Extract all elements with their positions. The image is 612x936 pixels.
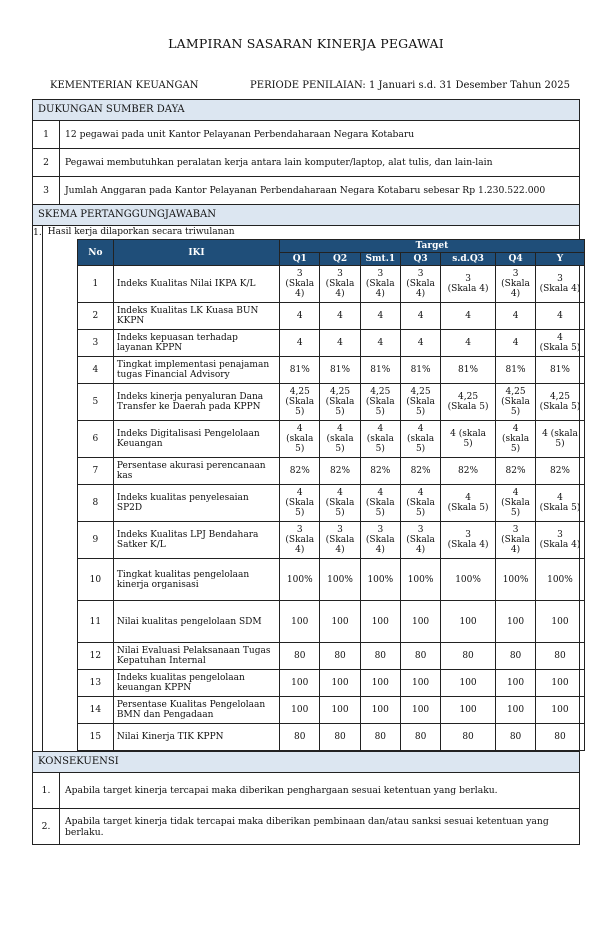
target-cell: 4	[536, 303, 585, 330]
table-row	[77, 357, 584, 384]
target-cell: 100	[441, 601, 496, 643]
header-col-sdq3: s.d.Q3	[441, 253, 496, 266]
dukungan-text: Pegawai membutuhkan peralatan kerja antara lain komputer/laptop, alat tulis, dan lain-lain	[65, 157, 493, 168]
row-number: 5	[77, 384, 113, 421]
target-cell: 81%	[400, 357, 440, 384]
skema-item-text: Hasil kerja dilaporkan secara triwulanan	[47, 227, 235, 237]
target-cell: 80	[495, 643, 535, 670]
target-cell: 3 (Skala 4)	[320, 522, 360, 559]
row-number: 10	[77, 559, 113, 601]
target-cell: 100	[320, 601, 360, 643]
target-cell: 100	[441, 697, 496, 724]
row-number: 9	[77, 522, 113, 559]
konsekuensi-number: 2.	[33, 809, 60, 844]
target-cell: 82%	[360, 458, 400, 485]
target-cell: 4,25 (Skala 5)	[280, 384, 320, 421]
target-cell: 4 (Skala 5)	[400, 485, 440, 522]
target-cell: 100	[280, 670, 320, 697]
target-cell: 3 (Skala 4)	[495, 266, 535, 303]
table-row	[77, 522, 584, 559]
row-iki: Nilai Kinerja TIK KPPN	[113, 724, 279, 751]
target-cell: 80	[495, 724, 535, 751]
skema-item	[33, 226, 579, 752]
target-cell: 3 (Skala 4)	[360, 266, 400, 303]
row-iki: Persentase akurasi perencanaan kas	[113, 458, 279, 485]
target-cell: 4,25 (Skala 5)	[536, 384, 585, 421]
target-cell: 82%	[320, 458, 360, 485]
target-cell: 4 (skala 5)	[400, 421, 440, 458]
target-cell: 4,25 (Skala 5)	[400, 384, 440, 421]
target-cell: 100	[360, 601, 400, 643]
target-cell: 100	[495, 601, 535, 643]
table-row	[77, 384, 584, 421]
target-cell: 100	[495, 697, 535, 724]
target-cell: 3 (Skala 4)	[280, 522, 320, 559]
row-iki: Indeks Kualitas Nilai IKPA K/L	[113, 266, 279, 303]
target-cell: 100%	[280, 559, 320, 601]
row-number: 7	[77, 458, 113, 485]
header-col-smt1: Smt.1	[360, 253, 400, 266]
konsekuensi-text: Apabila target kinerja tidak tercapai maka diberikan pembinaan dan/atau sanksi sesuai ketentuan yang berlaku.	[65, 815, 549, 838]
target-cell: 4 (skala 5)	[360, 421, 400, 458]
target-cell: 81%	[280, 357, 320, 384]
row-number: 1	[77, 266, 113, 303]
table-row	[77, 303, 584, 330]
row-number: 12	[77, 643, 113, 670]
header-col-q4: Q4	[495, 253, 535, 266]
header-no: No	[77, 240, 113, 266]
table-row	[77, 670, 584, 697]
target-cell: 4 (Skala 5)	[360, 485, 400, 522]
header-target: Target	[280, 240, 585, 253]
row-iki: Tingkat implementasi penajaman tugas Financial Advisory	[113, 357, 279, 384]
target-cell: 4 (skala 5)	[495, 421, 535, 458]
row-number: 8	[77, 485, 113, 522]
target-cell: 100%	[441, 559, 496, 601]
table-row	[77, 724, 584, 751]
row-number: 15	[77, 724, 113, 751]
target-cell: 80	[400, 643, 440, 670]
target-cell: 4 (Skala 5)	[280, 485, 320, 522]
target-cell: 4	[280, 330, 320, 357]
target-cell: 80	[320, 724, 360, 751]
row-iki: Indeks Kualitas LK Kuasa BUN KKPN	[113, 303, 279, 330]
target-cell: 100%	[495, 559, 535, 601]
row-iki: Indeks kualitas pengelolaan keuangan KPPN	[113, 670, 279, 697]
row-iki: Indeks kepuasan terhadap layanan KPPN	[113, 330, 279, 357]
target-cell: 81%	[441, 357, 496, 384]
dukungan-number: 2	[33, 149, 60, 176]
target-cell: 80	[536, 643, 585, 670]
target-cell: 4	[280, 303, 320, 330]
target-cell: 100	[536, 697, 585, 724]
target-cell: 100	[280, 601, 320, 643]
target-cell: 4 (skala 5)	[441, 421, 496, 458]
target-cell: 3 (Skala 4)	[400, 266, 440, 303]
target-cell: 3 (Skala 4)	[360, 522, 400, 559]
target-cell: 3 (Skala 4)	[320, 266, 360, 303]
target-cell: 100	[360, 670, 400, 697]
target-cell: 100	[280, 697, 320, 724]
konsekuensi-list	[33, 773, 579, 844]
header-iki: IKI	[113, 240, 279, 266]
row-number: 2	[77, 303, 113, 330]
target-cell: 80	[320, 643, 360, 670]
target-cell: 80	[280, 724, 320, 751]
target-cell: 4,25 (Skala 5)	[495, 384, 535, 421]
page-title: LAMPIRAN SASARAN KINERJA PEGAWAI	[168, 36, 444, 51]
target-cell: 4	[360, 330, 400, 357]
target-cell: 82%	[280, 458, 320, 485]
target-cell: 3 (Skala 4)	[536, 266, 585, 303]
row-iki: Nilai Evaluasi Pelaksanaan Tugas Kepatuhan Internal	[113, 643, 279, 670]
target-cell: 100	[495, 670, 535, 697]
target-cell: 82%	[400, 458, 440, 485]
row-iki: Tingkat kualitas pengelolaan kinerja organisasi	[113, 559, 279, 601]
row-number: 11	[77, 601, 113, 643]
target-cell: 3 (Skala 4)	[400, 522, 440, 559]
table-row	[77, 559, 584, 601]
table-row	[77, 697, 584, 724]
target-cell: 100	[360, 697, 400, 724]
header-col-q3: Q3	[400, 253, 440, 266]
table-row	[77, 601, 584, 643]
dukungan-number: 3	[33, 177, 60, 204]
target-cell: 100%	[536, 559, 585, 601]
target-cell: 3 (Skala 4)	[280, 266, 320, 303]
target-cell: 81%	[536, 357, 585, 384]
header-col-y: Y	[536, 253, 585, 266]
target-cell: 80	[360, 724, 400, 751]
target-cell: 4 (Skala 5)	[441, 485, 496, 522]
target-cell: 4	[495, 303, 535, 330]
target-cell: 4,25 (Skala 5)	[360, 384, 400, 421]
target-cell: 3 (Skala 4)	[495, 522, 535, 559]
konsekuensi-row	[33, 773, 579, 809]
target-cell: 100%	[320, 559, 360, 601]
target-cell: 4	[495, 330, 535, 357]
table-row	[77, 266, 584, 303]
target-cell: 82%	[495, 458, 535, 485]
target-cell: 80	[441, 724, 496, 751]
row-iki: Nilai kualitas pengelolaan SDM	[113, 601, 279, 643]
target-table	[77, 239, 585, 751]
row-number: 13	[77, 670, 113, 697]
target-cell: 4	[400, 303, 440, 330]
target-cell: 100	[441, 670, 496, 697]
section-skema-heading: SKEMA PERTANGGUNGJAWABAN	[33, 205, 579, 226]
target-cell: 100	[536, 601, 585, 643]
ministry-label: KEMENTERIAN KEUANGAN	[50, 80, 199, 91]
target-cell: 81%	[320, 357, 360, 384]
target-cell: 100	[400, 601, 440, 643]
target-cell: 81%	[495, 357, 535, 384]
target-cell: 100%	[360, 559, 400, 601]
target-cell: 82%	[536, 458, 585, 485]
konsekuensi-number: 1.	[33, 773, 60, 808]
table-row	[77, 643, 584, 670]
target-cell: 4 (Skala 5)	[495, 485, 535, 522]
konsekuensi-row	[33, 809, 579, 844]
row-number: 6	[77, 421, 113, 458]
target-cell: 81%	[360, 357, 400, 384]
dukungan-list	[33, 121, 579, 205]
target-cell: 100	[536, 670, 585, 697]
target-cell: 4,25 (Skala 5)	[441, 384, 496, 421]
target-cell: 4	[320, 303, 360, 330]
target-cell: 4 (Skala 5)	[536, 330, 585, 357]
target-cell: 100	[400, 697, 440, 724]
target-cell: 4	[441, 330, 496, 357]
target-cell: 4 (Skala 5)	[536, 485, 585, 522]
target-cell: 4	[320, 330, 360, 357]
target-cell: 3 (Skala 4)	[441, 266, 496, 303]
table-row	[77, 330, 584, 357]
row-iki: Indeks Kualitas LPJ Bendahara Satker K/L	[113, 522, 279, 559]
target-cell: 100	[320, 670, 360, 697]
target-cell: 3 (Skala 4)	[441, 522, 496, 559]
dukungan-row	[33, 149, 579, 177]
dukungan-number: 1	[33, 121, 60, 148]
target-cell: 4	[360, 303, 400, 330]
row-iki: Indeks Digitalisasi Pengelolaan Keuangan	[113, 421, 279, 458]
table-row	[77, 421, 584, 458]
target-cell: 80	[360, 643, 400, 670]
header-col-q1: Q1	[280, 253, 320, 266]
target-cell: 4 (Skala 5)	[320, 485, 360, 522]
section-dukungan-heading: DUKUNGAN SUMBER DAYA	[33, 100, 579, 121]
target-cell: 80	[400, 724, 440, 751]
target-cell: 100%	[400, 559, 440, 601]
dukungan-text: Jumlah Anggaran pada Kantor Pelayanan Perbendaharaan Negara Kotabaru sebesar Rp 1.230.522.000	[65, 185, 546, 196]
target-cell: 100	[400, 670, 440, 697]
row-iki: Indeks kinerja penyaluran Dana Transfer ke Daerah pada KPPN	[113, 384, 279, 421]
target-cell: 4	[441, 303, 496, 330]
target-cell: 4 (skala 5)	[536, 421, 585, 458]
sasaran-frame	[32, 99, 580, 845]
row-number: 14	[77, 697, 113, 724]
table-row	[77, 485, 584, 522]
row-number: 4	[77, 357, 113, 384]
target-cell: 100	[320, 697, 360, 724]
skema-item-number: 1.	[33, 226, 43, 751]
meta-line	[50, 80, 570, 91]
table-row	[77, 458, 584, 485]
target-cell: 4,25 (Skala 5)	[320, 384, 360, 421]
target-cell: 3 (Skala 4)	[536, 522, 585, 559]
section-konsekuensi-heading: KONSEKUENSI	[33, 752, 579, 773]
row-number: 3	[77, 330, 113, 357]
row-iki: Persentase Kualitas Pengelolaan BMN dan Pengadaan	[113, 697, 279, 724]
target-cell: 80	[441, 643, 496, 670]
target-cell: 4 (skala 5)	[280, 421, 320, 458]
target-cell: 82%	[441, 458, 496, 485]
target-cell: 4 (skala 5)	[320, 421, 360, 458]
header-col-q2: Q2	[320, 253, 360, 266]
target-cell: 4	[400, 330, 440, 357]
period-label: PERIODE PENILAIAN: 1 Januari s.d. 31 Desember Tahun 2025	[250, 80, 570, 91]
target-cell: 80	[536, 724, 585, 751]
konsekuensi-text: Apabila target kinerja tercapai maka diberikan penghargaan sesuai ketentuan yang berlaku.	[65, 785, 498, 796]
dukungan-row	[33, 177, 579, 205]
dukungan-text: 12 pegawai pada unit Kantor Pelayanan Perbendaharaan Negara Kotabaru	[65, 129, 415, 140]
row-iki: Indeks kualitas penyelesaian SP2D	[113, 485, 279, 522]
target-cell: 80	[280, 643, 320, 670]
dukungan-row	[33, 121, 579, 149]
